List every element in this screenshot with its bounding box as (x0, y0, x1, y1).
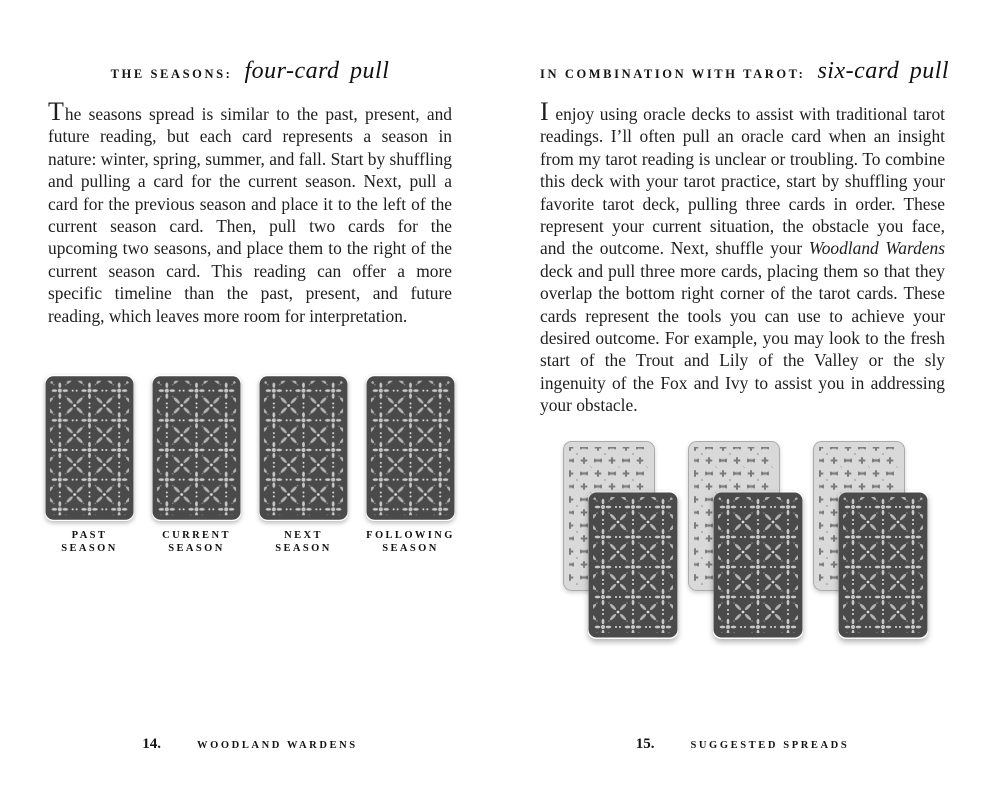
card-label-line: FOLLOWING (366, 530, 455, 541)
right-heading-kicker: IN COMBINATION WITH TAROT: (540, 67, 806, 81)
card-following-season (366, 375, 455, 555)
card-label-next-season (259, 529, 348, 555)
card-label-past-season (45, 529, 134, 555)
oracle-card-back-icon (152, 375, 241, 521)
right-body-paragraph (540, 97, 945, 417)
right-running-title: SUGGESTED SPREADS (690, 740, 850, 751)
deck-name-italic: Woodland Wardens (808, 238, 945, 259)
card-next-season (259, 375, 348, 555)
page-right (540, 0, 950, 800)
card-label-current-season (152, 529, 241, 555)
four-card-spread (45, 375, 455, 555)
card-pair-situation (563, 441, 678, 639)
card-pair-outcome (813, 441, 928, 639)
left-body-paragraph (48, 97, 452, 327)
right-page-footer (540, 735, 945, 753)
card-label-line: SEASON (168, 543, 225, 554)
card-label-line: NEXT (284, 530, 323, 541)
left-heading-kicker: THE SEASONS: (110, 67, 233, 81)
left-page-footer (48, 735, 452, 753)
left-page-heading (48, 58, 452, 85)
card-label-line: SEASON (61, 543, 118, 554)
oracle-card-back-icon (713, 491, 803, 639)
card-current-season (152, 375, 241, 555)
oracle-card-back-icon (588, 491, 678, 639)
left-paragraph-text: he seasons spread is similar to the past, present, and future reading, but each card represents a season in nature: winter, spring, summer, and fall. Start by shuffling and pulling a card for the current season. Next, pull a card for the previous season and place it to the left of the current season card. Then, pull two cards for the upcoming two seasons, and place them to the right of the current season card. This reading can offer a more specific timeline than the past, present, and future reading, which leaves more room for interpretation. (48, 104, 452, 326)
right-heading-title: six-card pull (817, 58, 950, 84)
right-initial-cap: I (540, 97, 550, 126)
left-page-number: 14. (142, 736, 162, 752)
oracle-card-back-icon (838, 491, 928, 639)
right-paragraph-text-before: enjoy using oracle decks to assist with traditional tarot readings. I’ll often pull an oracle card when an insight from my tarot reading is unclear or troubling. To combine this deck with your tarot practice, start by shuffling your favorite tarot deck, pulling three cards in order. These represent your current situation, the obstacle you face, and the outcome. Next, shuffle your (540, 104, 945, 259)
card-pair-obstacle (688, 441, 803, 639)
right-page-heading (540, 58, 950, 85)
oracle-card-back-icon (45, 375, 134, 521)
card-label-line: SEASON (275, 543, 332, 554)
card-label-line: CURRENT (162, 530, 231, 541)
oracle-card-back-icon (366, 375, 455, 521)
six-card-spread (563, 441, 928, 639)
left-running-title: WOODLAND WARDENS (197, 740, 358, 751)
oracle-card-back-icon (259, 375, 348, 521)
page-left (48, 0, 455, 800)
card-label-following-season (366, 529, 455, 555)
left-initial-cap: T (48, 97, 65, 126)
right-page-number: 15. (635, 736, 655, 752)
right-paragraph-text-after: deck and pull three more cards, placing them so that they overlap the bottom right corner of the tarot cards. These cards represent the tools you can use to achieve your desired outcome. For example, you may look to the fresh start of the Trout and Lily of the Valley or the sly ingenuity of the Fox and Ivy to assist you in addressing your obstacle. (540, 260, 945, 416)
card-label-line: SEASON (382, 543, 439, 554)
card-past-season (45, 375, 134, 555)
left-heading-title: four-card pull (244, 58, 390, 84)
card-label-line: PAST (71, 530, 108, 541)
